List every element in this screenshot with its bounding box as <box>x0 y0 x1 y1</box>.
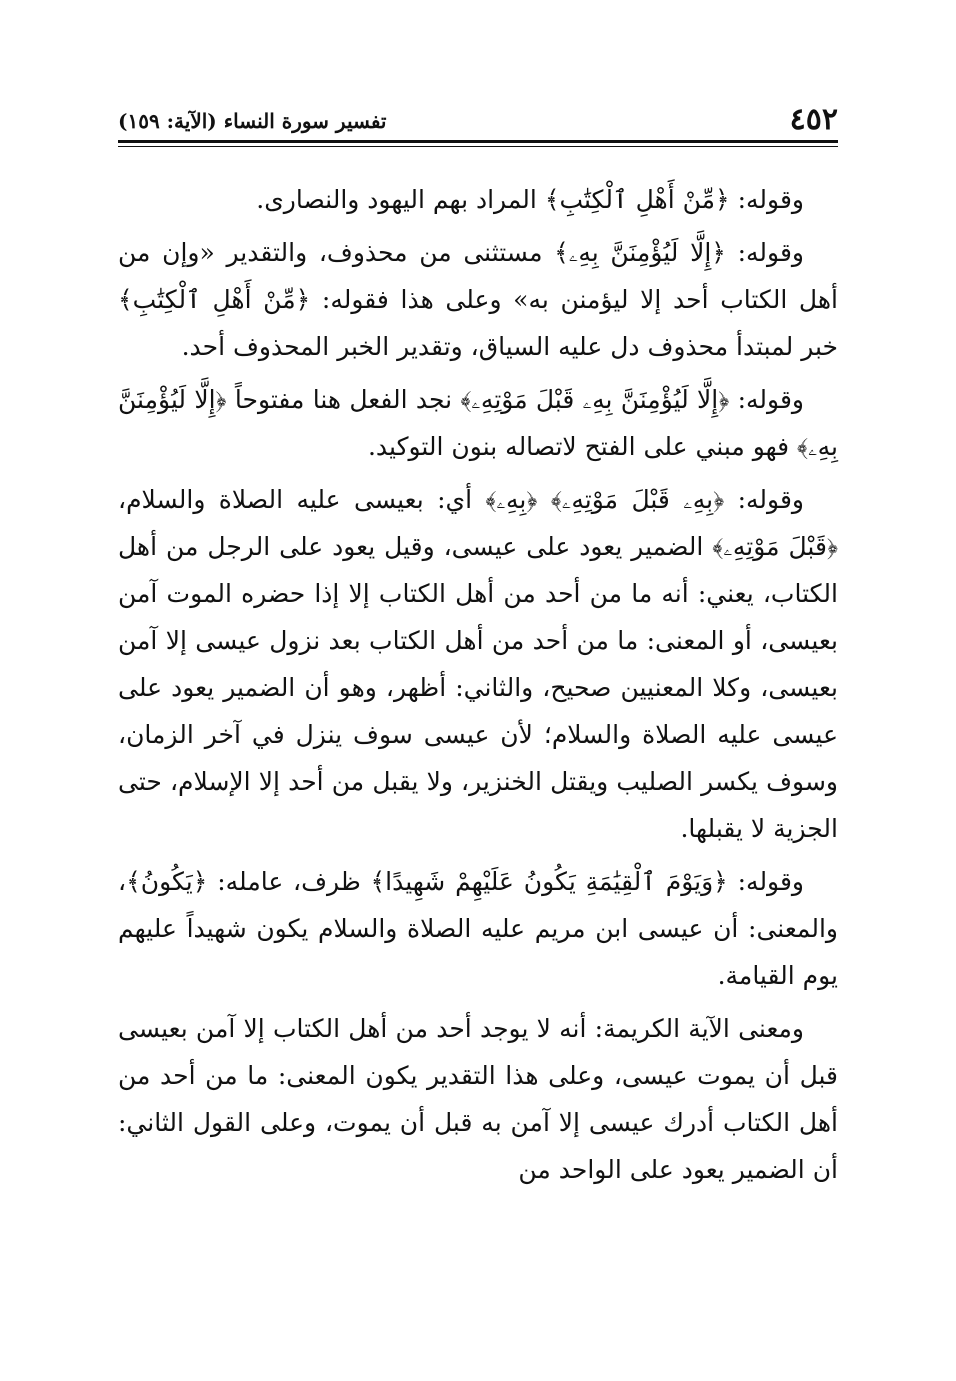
page-number: ٤٥٢ <box>789 102 838 137</box>
header-rule <box>118 140 838 143</box>
paragraph-6: ومعنى الآية الكريمة: أنه لا يوجد أحد من أهل الكتاب إلا آمن بعيسى قبل أن يموت عيسى، وعلى هذا التقدير يكون المعنى: ما من أحد من أهل الكتاب أدرك عيسى إلا آمن به قبل أن يموت، وعلى القول الثاني: أن الضمير يعود على الواحد من <box>118 1014 838 1184</box>
page-body <box>118 176 838 1199</box>
paragraph-5: وقوله: ﴿وَيَوْمَ ٱلْقِيَٰمَةِ يَكُونُ عَلَيْهِمْ شَهِيدًا﴾ ظرف، عامله: ﴿يَكُونُ﴾، والمعنى: أن عيسى ابن مريم عليه الصلاة والسلام يكون شهيداً عليهم يوم القيامة. <box>118 867 838 990</box>
running-title: تفسير سورة النساء (الآية: ١٥٩) <box>118 109 387 133</box>
page-header <box>118 100 838 140</box>
paragraph-4: وقوله: ﴿بِهِۦ قَبْلَ مَوْتِهِۦ﴾ ﴿بِهِۦ﴾ أي: بعيسى عليه الصلاة والسلام، ﴿قَبْلَ مَوْتِهِۦ﴾ الضمير يعود على عيسى، وقيل يعود على الرجل من أهل الكتاب، يعني: أنه ما من أحد من أهل الكتاب إلا إذا حضره الموت آمن بعيسى، أو المعنى: ما من أحد من أهل الكتاب بعد نزول عيسى إلا آمن بعيسى، وكلا المعنيين صحيح، والثاني: أظهر، وهو أن الضمير يعود على عيسى عليه الصلاة والسلام؛ لأن عيسى سوف ينزل في آخر الزمان، وسوف يكسر الصليب ويقتل الخنزير، ولا يقبل من أحد إلا الإسلام، حتى الجزية لا يقبلها. <box>118 485 838 843</box>
paragraph-1: وقوله: ﴿مِّنْ أَهْلِ ٱلْكِتَٰبِ﴾ المراد بهم اليهود والنصارى. <box>256 185 804 214</box>
paragraph-3: وقوله: ﴿إِلَّا لَيُؤْمِنَنَّ بِهِۦ قَبْلَ مَوْتِهِۦ﴾ نجد الفعل هنا مفتوحاً ﴿إِلَّا لَيُؤْمِنَنَّ بِهِۦ﴾ فهو مبني على الفتح لاتصاله بنون التوكيد. <box>118 385 838 461</box>
header-rule-thin <box>118 146 838 147</box>
paragraph-2: وقوله: ﴿إِلَّا لَيُؤْمِنَنَّ بِهِۦ﴾ مستثنى من محذوف، والتقدير «وإن من أهل الكتاب أحد إلا ليؤمنن به» وعلى هذا فقوله: ﴿مِّنْ أَهْلِ ٱلْكِتَٰبِ﴾ خبر لمبتدأ محذوف دل عليه السياق، وتقدير الخبر المحذوف أحد. <box>118 238 838 361</box>
